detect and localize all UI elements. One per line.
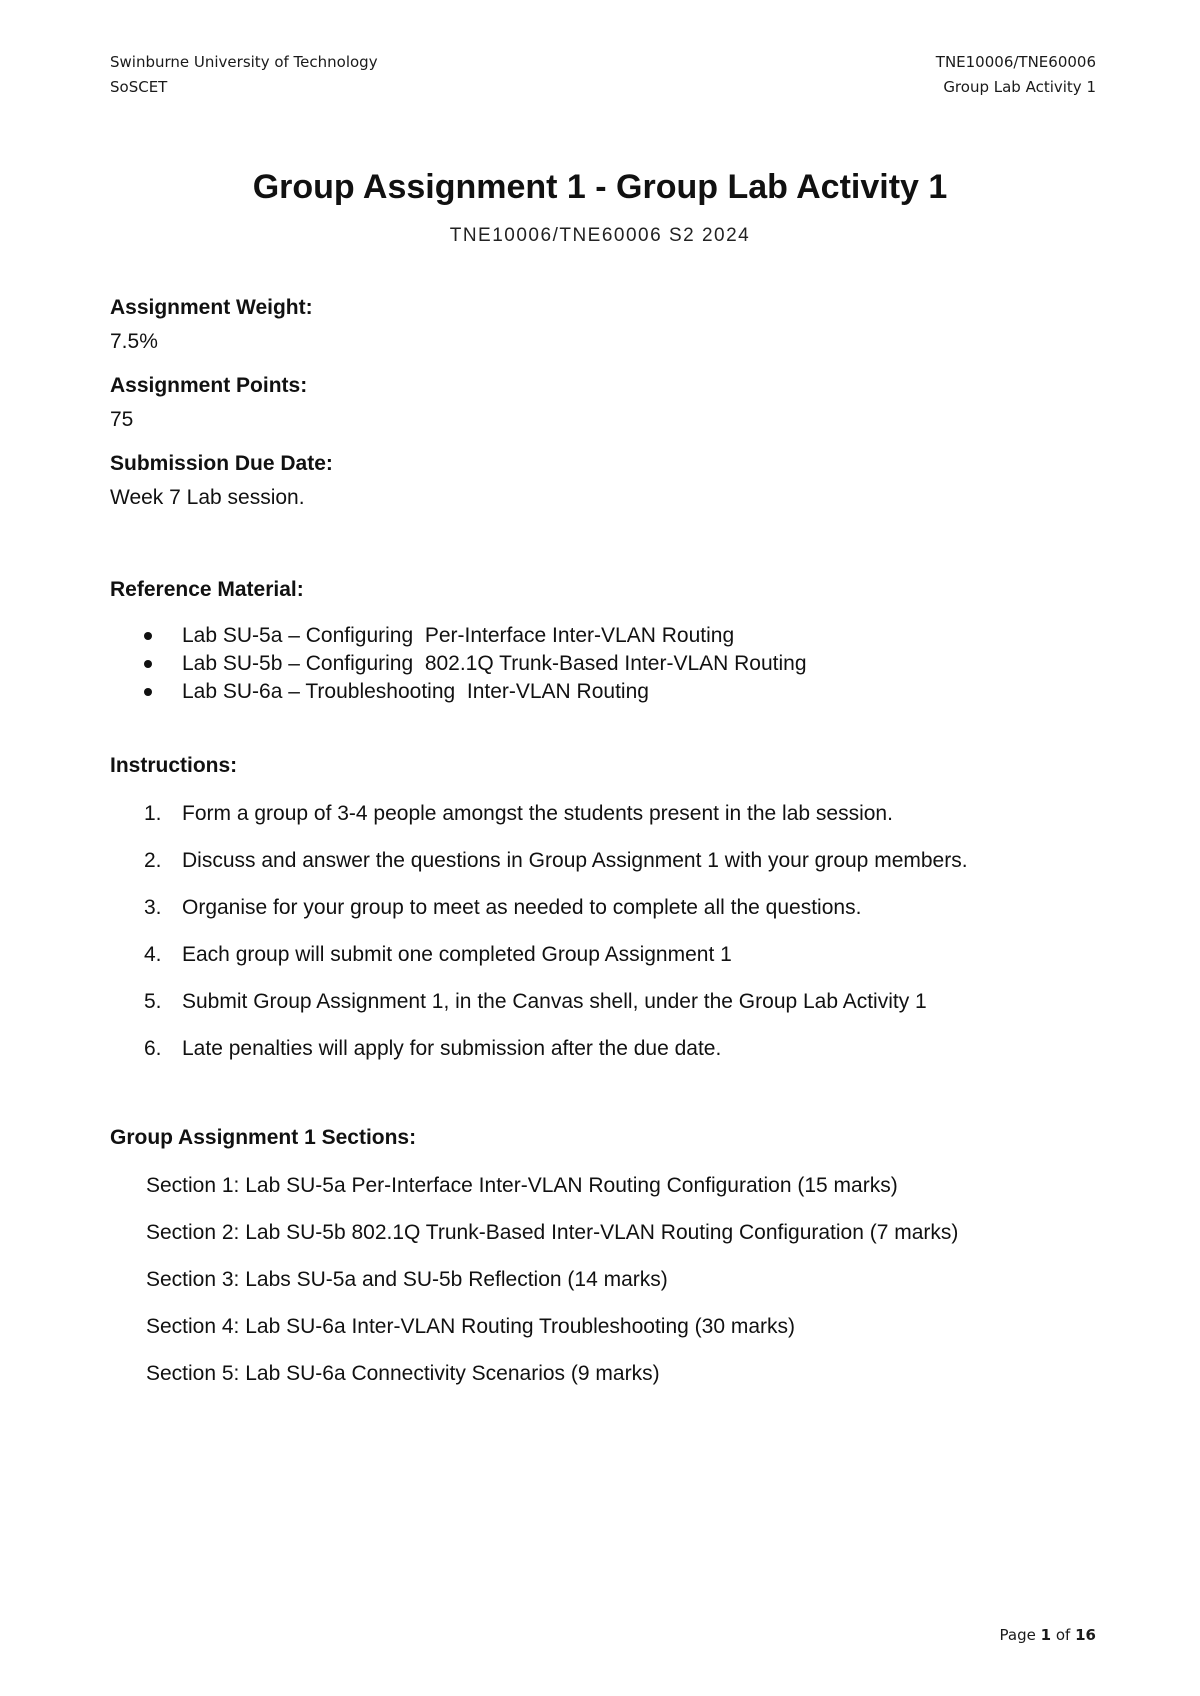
header-unit-code: TNE10006/TNE60006 xyxy=(935,53,1096,71)
points-label: Assignment Points: xyxy=(110,374,308,397)
page-word: Page xyxy=(999,1626,1036,1644)
instruction-number: 5. xyxy=(144,990,162,1013)
page-subtitle: TNE10006/TNE60006 S2 2024 xyxy=(449,225,751,246)
instructions-label: Instructions: xyxy=(110,754,238,777)
reference-item: Lab SU-6a – Troubleshooting Inter-VLAN Routing xyxy=(140,678,807,706)
header-institution: Swinburne University of Technology xyxy=(110,53,378,71)
bullet-icon xyxy=(144,632,152,640)
sections-list xyxy=(146,1172,958,1407)
bullet-icon xyxy=(144,660,152,668)
section-item: Section 1: Lab SU-5a Per-Interface Inter-VLAN Routing Configuration (15 marks) xyxy=(146,1174,898,1197)
reference-item: Lab SU-5b – Configuring 802.1Q Trunk-Based Inter-VLAN Routing xyxy=(140,650,807,678)
reference-label: Reference Material: xyxy=(110,578,304,601)
header-school: SoSCET xyxy=(110,78,168,96)
section-item: Section 4: Lab SU-6a Inter-VLAN Routing Troubleshooting (30 marks) xyxy=(146,1315,796,1338)
instruction-item: 4. Each group will submit one completed Group Assignment 1 xyxy=(140,941,968,969)
instruction-item: 3. Organise for your group to meet as needed to complete all the questions. xyxy=(140,894,968,922)
instructions-list xyxy=(140,800,968,1082)
weight-label: Assignment Weight: xyxy=(110,296,313,319)
reference-list xyxy=(140,622,807,706)
instruction-item: 5. Submit Group Assignment 1, in the Canvas shell, under the Group Lab Activity 1 xyxy=(140,988,968,1016)
due-date-label: Submission Due Date: xyxy=(110,452,333,475)
sections-label: Group Assignment 1 Sections: xyxy=(110,1126,417,1149)
of-word: of xyxy=(1055,1626,1071,1644)
instruction-number: 2. xyxy=(144,849,162,872)
instruction-number: 3. xyxy=(144,896,162,919)
weight-value: 7.5% xyxy=(110,330,158,353)
header-activity: Group Lab Activity 1 xyxy=(943,78,1096,96)
section-item: Section 3: Labs SU-5a and SU-5b Reflection (14 marks) xyxy=(146,1268,668,1291)
due-date-value: Week 7 Lab session. xyxy=(110,486,305,509)
instruction-item: 1. Form a group of 3-4 people amongst the students present in the lab session. xyxy=(140,800,968,828)
page-number xyxy=(1000,1626,1096,1644)
current-page: 1 xyxy=(1040,1626,1052,1644)
instruction-item: 6. Late penalties will apply for submission after the due date. xyxy=(140,1035,968,1063)
instruction-number: 6. xyxy=(144,1037,162,1060)
page-title: Group Assignment 1 - Group Lab Activity 1 xyxy=(252,168,948,206)
total-pages: 16 xyxy=(1075,1626,1096,1644)
instruction-item: 2. Discuss and answer the questions in Group Assignment 1 with your group members. xyxy=(140,847,968,875)
instruction-number: 4. xyxy=(144,943,162,966)
header-left xyxy=(110,50,378,100)
section-item: Section 5: Lab SU-6a Connectivity Scenarios (9 marks) xyxy=(146,1362,660,1385)
header-right xyxy=(936,50,1096,100)
bullet-icon xyxy=(144,688,152,696)
reference-item: Lab SU-5a – Configuring Per-Interface Inter-VLAN Routing xyxy=(140,622,807,650)
section-item: Section 2: Lab SU-5b 802.1Q Trunk-Based Inter-VLAN Routing Configuration (7 marks) xyxy=(146,1221,959,1244)
instruction-number: 1. xyxy=(144,802,162,825)
points-value: 75 xyxy=(110,408,134,431)
